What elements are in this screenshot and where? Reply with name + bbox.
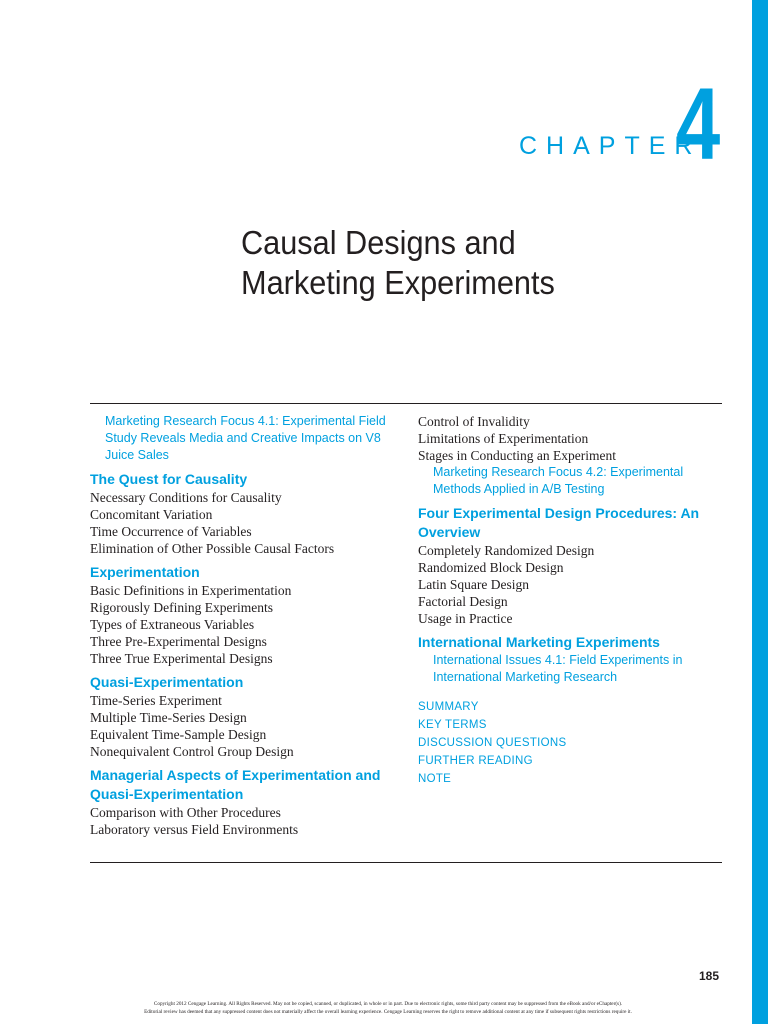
toc-item: Randomized Block Design — [418, 560, 564, 575]
chapter-title-line-1: Causal Designs and — [241, 224, 516, 261]
toc-item: Latin Square Design — [418, 577, 529, 592]
toc-item: Concomitant Variation — [90, 507, 213, 522]
toc-item: Three True Experimental Designs — [90, 651, 273, 666]
end-matter-key-terms: KEY TERMS — [418, 719, 487, 731]
chapter-number: 4 — [676, 67, 721, 181]
toc-feature: International Issues 4.1: Field Experiments in International Marketing Research — [433, 653, 683, 684]
end-matter-further-reading: FURTHER READING — [418, 755, 533, 767]
toc-heading: Managerial Aspects of Experimentation and Quasi-Experimentation — [90, 767, 381, 802]
toc-item: Completely Randomized Design — [418, 543, 595, 558]
end-matter-list — [418, 698, 718, 788]
end-matter-discussion-questions: DISCUSSION QUESTIONS — [418, 737, 567, 749]
toc-left-column — [90, 413, 410, 838]
copyright-line-1: Copyright 2012 Cengage Learning. All Rights Reserved. May not be copied, scanned, or duplicated, in whole or in part. Due to electronic rights, some third party content may be suppressed from the eBook and/or eChapter(s). — [153, 1001, 623, 1007]
toc-item: Stages in Conducting an Experiment — [418, 448, 616, 463]
chapter-title — [241, 223, 678, 303]
chapter-edge-tab — [752, 0, 768, 1024]
toc-item: Control of Invalidity — [418, 414, 530, 429]
toc-item: Types of Extraneous Variables — [90, 617, 255, 632]
toc-heading: The Quest for Causality — [90, 471, 248, 487]
toc-top-rule — [90, 403, 722, 404]
chapter-title-line-2: Marketing Experiments — [241, 264, 555, 301]
chapter-label: CHAPTER — [519, 132, 702, 160]
toc-heading: Experimentation — [90, 564, 200, 580]
toc-item: Comparison with Other Procedures — [90, 805, 281, 820]
toc-item: Rigorously Defining Experiments — [90, 600, 273, 615]
toc-item: Factorial Design — [418, 594, 508, 609]
end-matter-summary: SUMMARY — [418, 701, 479, 713]
toc-heading: International Marketing Experiments — [418, 634, 660, 650]
toc-bottom-rule — [90, 862, 722, 863]
toc-item: Three Pre-Experimental Designs — [90, 634, 267, 649]
toc-feature: Marketing Research Focus 4.2: Experimental Methods Applied in A/B Testing — [433, 465, 684, 496]
toc-item: Basic Definitions in Experimentation — [90, 583, 292, 598]
toc-item: Elimination of Other Possible Causal Factors — [90, 541, 335, 556]
copyright-notice — [88, 1000, 688, 1016]
page-number: 185 — [699, 969, 720, 983]
toc-item: Nonequivalent Control Group Design — [90, 744, 294, 759]
toc-right-list — [418, 413, 718, 686]
toc-right-column — [418, 413, 718, 788]
toc-item: Multiple Time-Series Design — [90, 710, 247, 725]
toc-item: Time Occurrence of Variables — [90, 524, 252, 539]
toc-item: Laboratory versus Field Environments — [90, 822, 299, 837]
toc-heading: Quasi-Experimentation — [90, 674, 244, 690]
toc-item: Equivalent Time-Sample Design — [90, 727, 267, 742]
toc-item: Limitations of Experimentation — [418, 431, 589, 446]
end-matter-note: NOTE — [418, 773, 452, 785]
copyright-line-2: Editorial review has deemed that any suppressed content does not materially affect the overall learning experience. Cengage Learning reserves the right to remove additional content at any time if subsequent rights restrictions require it. — [144, 1009, 632, 1015]
toc-feature: Marketing Research Focus 4.1: Experimental Field Study Reveals Media and Creative Impacts on V8 Juice Sales — [105, 414, 386, 462]
toc-item: Usage in Practice — [418, 611, 513, 626]
toc-left-list — [90, 413, 410, 838]
toc-item: Necessary Conditions for Causality — [90, 490, 282, 505]
toc-heading: Four Experimental Design Procedures: An Overview — [418, 505, 700, 540]
toc-item: Time-Series Experiment — [90, 693, 222, 708]
